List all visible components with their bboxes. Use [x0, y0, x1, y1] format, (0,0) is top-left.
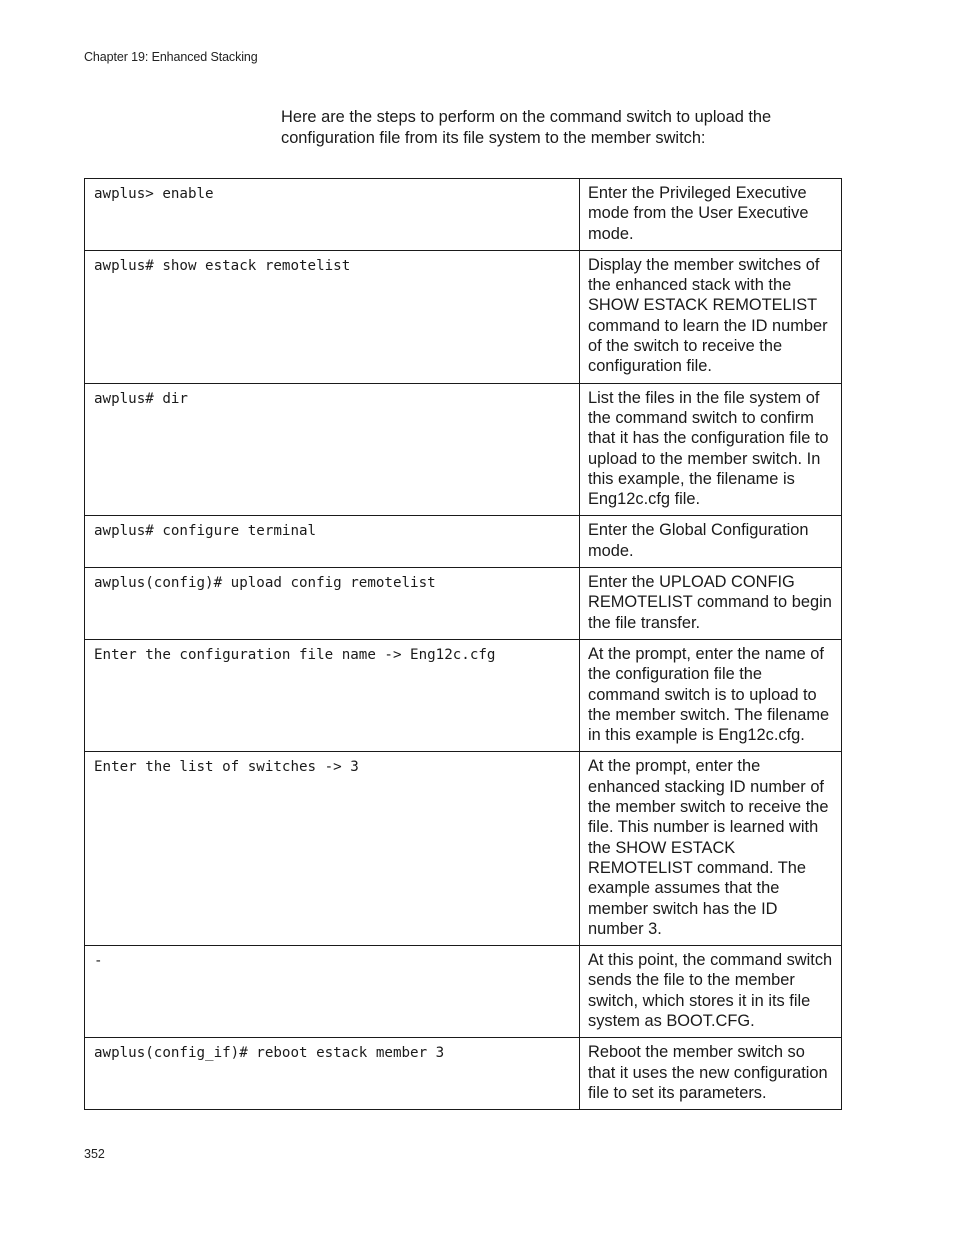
command-cell: awplus# dir	[85, 383, 580, 516]
command-cell: awplus> enable	[85, 179, 580, 251]
table-row	[85, 250, 842, 383]
table-row	[85, 383, 842, 516]
page-number: 352	[84, 1147, 105, 1161]
table-row	[85, 1038, 842, 1110]
command-cell: Enter the list of switches -> 3	[85, 752, 580, 946]
command-cell: awplus# show estack remotelist	[85, 250, 580, 383]
table-row	[85, 946, 842, 1038]
table-row	[85, 179, 842, 251]
description-cell: At the prompt, enter the enhanced stacking ID number of the member switch to receive the file. This number is learned with the SHOW ESTACK REMOTELIST command. The example assumes that the member switch has the ID number 3.	[580, 752, 842, 946]
description-cell: Display the member switches of the enhanced stack with the SHOW ESTACK REMOTELIST command to learn the ID number of the switch to receive the configuration file.	[580, 250, 842, 383]
description-cell: At this point, the command switch sends the file to the member switch, which stores it in its file system as BOOT.CFG.	[580, 946, 842, 1038]
description-cell: Reboot the member switch so that it uses the new configuration file to set its parameters.	[580, 1038, 842, 1110]
description-cell: Enter the Privileged Executive mode from the User Executive mode.	[580, 179, 842, 251]
description-cell: At the prompt, enter the name of the configuration file the command switch is to upload to the member switch. The filename in this example is Eng12c.cfg.	[580, 639, 842, 751]
command-cell: -	[85, 946, 580, 1038]
steps-table	[84, 178, 842, 1110]
description-cell: Enter the Global Configuration mode.	[580, 516, 842, 568]
table-row	[85, 568, 842, 640]
command-cell: awplus(config_if)# reboot estack member 3	[85, 1038, 580, 1110]
running-header: Chapter 19: Enhanced Stacking	[84, 50, 258, 64]
intro-paragraph: Here are the steps to perform on the command switch to upload the configuration file from its file system to the member switch:	[281, 108, 772, 147]
command-cell: Enter the configuration file name -> Eng12c.cfg	[85, 639, 580, 751]
command-cell: awplus# configure terminal	[85, 516, 580, 568]
table-row	[85, 752, 842, 946]
table-row	[85, 516, 842, 568]
description-cell: Enter the UPLOAD CONFIG REMOTELIST command to begin the file transfer.	[580, 568, 842, 640]
command-cell: awplus(config)# upload config remotelist	[85, 568, 580, 640]
table-row	[85, 639, 842, 751]
description-cell: List the files in the file system of the command switch to confirm that it has the configuration file to upload to the member switch. In this example, the filename is Eng12c.cfg file.	[580, 383, 842, 516]
